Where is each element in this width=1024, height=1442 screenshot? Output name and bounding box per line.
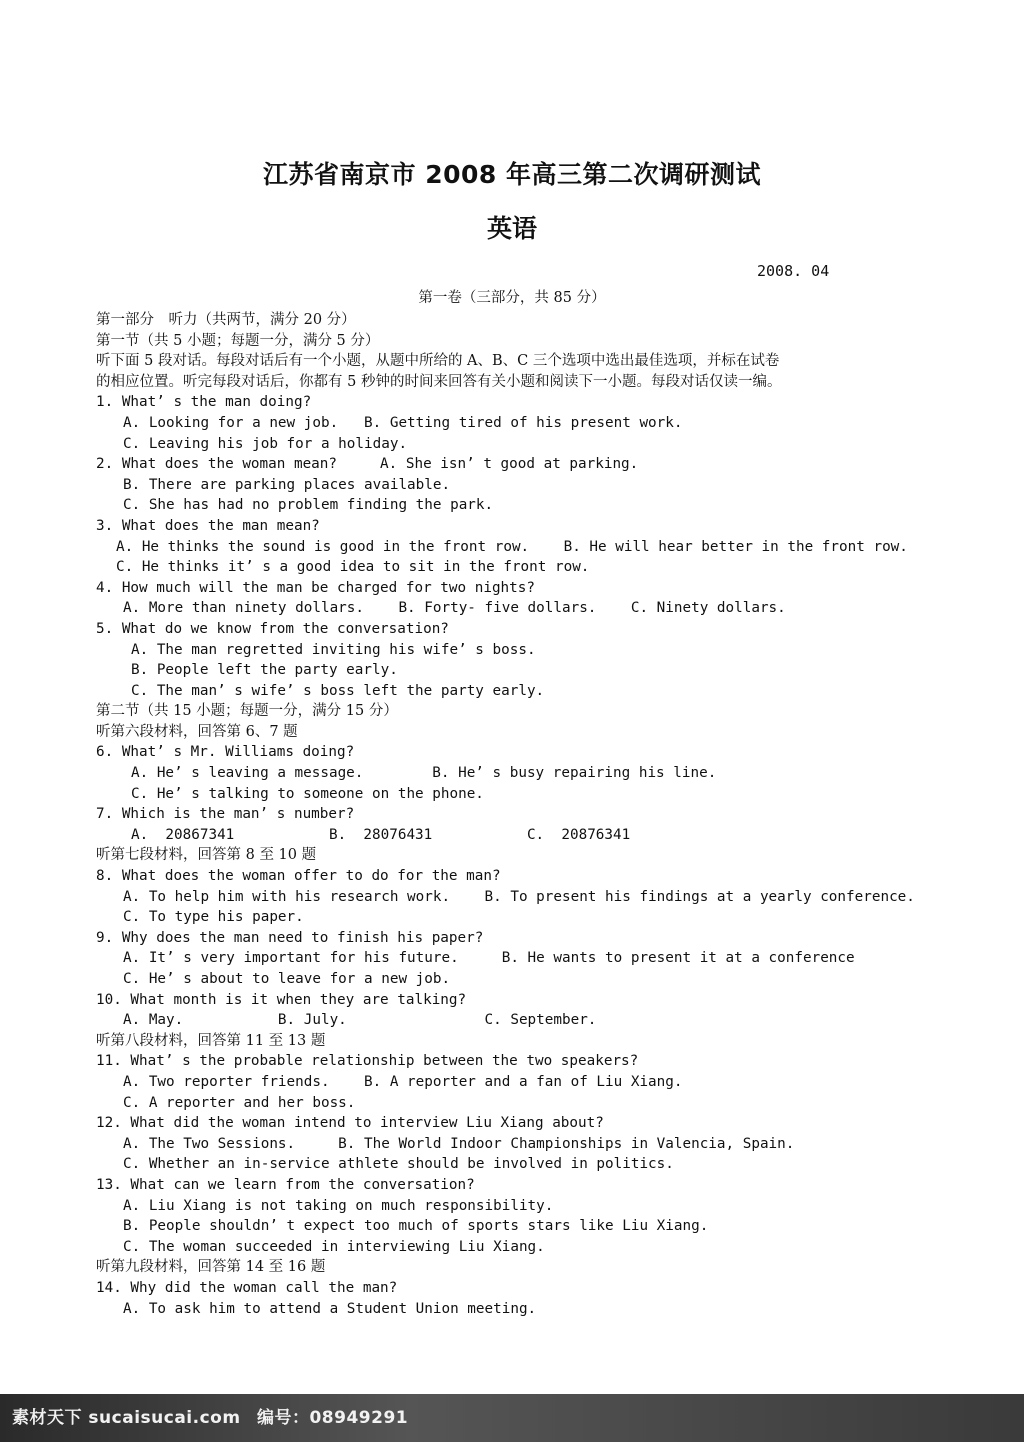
watermark-number: 编号：08949291 (256, 1408, 409, 1428)
question: 6. What’ s Mr. Williams doing? (96, 744, 355, 761)
question-options: C. She has had no problem finding the park. (123, 497, 494, 514)
question: 5. What do we know from the conversation? (96, 620, 449, 637)
question: 12. What did the woman intend to interview Liu Xiang about? (96, 1115, 604, 1132)
question-options: A. The Two Sessions. B. The World Indoor Championships in Valencia, Spain. (123, 1135, 795, 1152)
subject-title: 英语 (486, 214, 537, 243)
question-options: A. Two reporter friends. B. A reporter and a fan of Liu Xiang. (123, 1073, 683, 1090)
section-heading: 第二节（共 15 小题；每题一分，满分 15 分） (96, 703, 398, 720)
question-options: C. He thinks it’ s a good idea to sit in the front row. (116, 559, 590, 576)
question: 3. What does the man mean? (96, 517, 320, 534)
section-heading: 第一节（共 5 小题；每题一分，满分 5 分） (96, 332, 380, 349)
question: 13. What can we learn from the conversation? (96, 1176, 475, 1193)
question-options: A. May. B. July. C. September. (123, 1012, 597, 1029)
question: 8. What does the woman offer to do for the man? (96, 868, 501, 885)
watermark-banner (0, 1394, 1024, 1442)
question-options: A. The man regretted inviting his wife’ s boss. (131, 641, 536, 658)
group-heading: 听第九段材料，回答第 14 至 16 题 (96, 1259, 326, 1276)
document-title: 江苏省南京市 2008 年高三第二次调研测试 (263, 160, 761, 189)
question: 1. What’ s the man doing? (96, 394, 312, 411)
question-options: C. He’ s talking to someone on the phone. (131, 785, 484, 802)
exam-date: 2008. 04 (757, 262, 830, 280)
question-options: C. He’ s about to leave for a new job. (123, 971, 451, 987)
question-options: B. People left the party early. (131, 662, 398, 679)
question-options: B. People shouldn’ t expect too much of sports stars like Liu Xiang. (123, 1218, 709, 1235)
question-options: A. To ask him to attend a Student Union meeting. (123, 1300, 537, 1317)
group-heading: 听第七段材料，回答第 8 至 10 题 (96, 847, 317, 864)
question-options: C. Leaving his job for a holiday. (123, 435, 408, 452)
question-options: B. There are parking places available. (123, 476, 451, 493)
question-options: C. The man’ s wife’ s boss left the party early. (131, 682, 545, 699)
question-options: A. More than ninety dollars. B. Forty- five dollars. C. Ninety dollars. (123, 600, 786, 617)
question-options: A. Looking for a new job. B. Getting tired of his present work. (123, 414, 683, 431)
group-heading: 听第六段材料，回答第 6、7 题 (96, 723, 298, 740)
question: 11. What’ s the probable relationship between the two speakers? (96, 1053, 639, 1070)
question-options: A. 20867341 B. 28076431 C. 20876341 (131, 826, 631, 843)
instructions-line: 的相应位置。听完每段对话后，你都有 5 秒钟的时间来回答有关小题和阅读下一小题。每段对话仅读一编。 (96, 373, 782, 390)
instructions-line: 听下面 5 段对话。每段对话后有一个小题，从题中所给的 A、B、C 三个选项中选出最佳选项，并标在试卷 (96, 353, 780, 370)
watermark-site: 素材天下 sucaisucai.com (12, 1408, 241, 1428)
question: 10. What month is it when they are talking? (96, 991, 467, 1008)
part-heading: 第一部分 听力（共两节，满分 20 分） (96, 312, 356, 328)
question: 7. Which is the man’ s number? (96, 806, 355, 823)
question: 4. How much will the man be charged for two nights? (96, 579, 535, 596)
question-options: A. Liu Xiang is not taking on much responsibility. (123, 1197, 554, 1214)
question-options: A. He thinks the sound is good in the front row. B. He will hear better in the front row. (116, 538, 908, 555)
group-heading: 听第八段材料，回答第 11 至 13 题 (96, 1032, 326, 1049)
question-options: A. It’ s very important for his future. B. He wants to present it at a conference (123, 950, 855, 967)
question: 14. Why did the woman call the man? (96, 1279, 398, 1296)
question-options: A. He’ s leaving a message. B. He’ s busy repairing his line. (131, 765, 717, 782)
volume-heading: 第一卷（三部分，共 85 分） (418, 290, 606, 306)
question: 2. What does the woman mean? A. She isn’ t good at parking. (96, 456, 639, 473)
question-options: C. To type his paper. (123, 909, 304, 926)
question-options: A. To help him with his research work. B. To present his findings at a yearly conference. (123, 888, 915, 905)
exam-body (96, 310, 946, 1319)
question: 9. Why does the man need to finish his paper? (96, 929, 484, 946)
question-options: C. A reporter and her boss. (123, 1094, 356, 1111)
question-options: C. Whether an in-service athlete should be involved in politics. (123, 1156, 674, 1173)
question-options: C. The woman succeeded in interviewing Liu Xiang. (123, 1238, 545, 1255)
